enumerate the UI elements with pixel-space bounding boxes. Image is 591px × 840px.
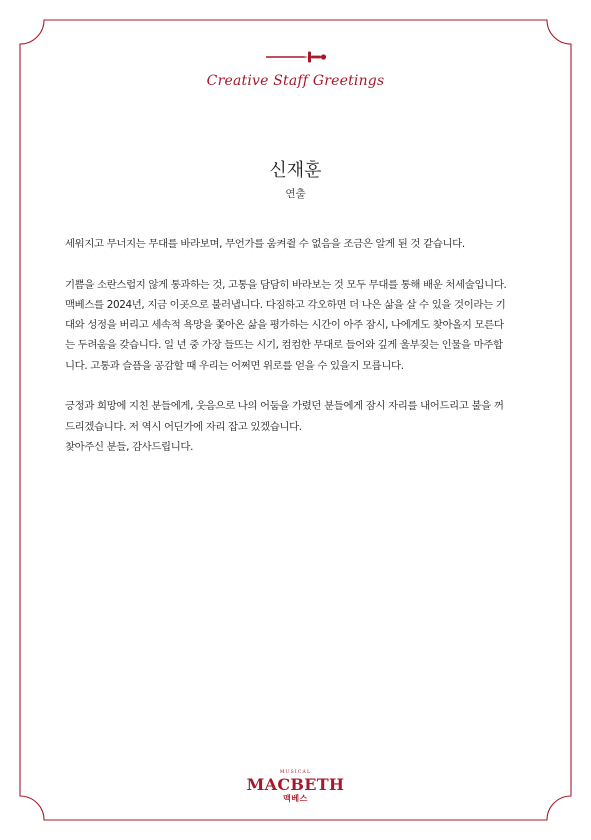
paragraph [65,275,527,376]
text-line: 드리겠습니다. 저 역시 어딘가에 자리 잡고 있겠습니다. [65,420,302,433]
text-line: 니다. 고통과 슬픔을 공감할 때 우리는 어쩌면 위로를 얻을 수 있을지 모릅니다. [65,359,404,372]
person-role: 연출 [285,188,306,200]
header [0,50,591,89]
greeting-body [65,234,527,478]
text-line: 긍정과 희망에 지친 분들에게, 웃음으로 나의 어둠을 가렸던 분들에게 잠시 자리를 내어드리고 불을 꺼 [65,400,504,413]
text-line: 맥베스를 2024년, 지금 이곳으로 불러냅니다. 다짐하고 각오하면 더 나은 삶을 살 수 있을 것이라는 기 [65,298,506,311]
person-block [0,160,591,201]
text-line: 기쁨을 소란스럽지 않게 통과하는 것, 고통을 담담히 바라보는 것 모두 무대를 통해 배운 처세술입니다. [65,278,507,291]
text-line: 세워지고 무너지는 무대를 바라보며, 무언가를 움켜쥘 수 없음을 조금은 알게 된 것 같습니다. [65,238,465,250]
text-line: 는 두려움을 갖습니다. 일 년 중 가장 들뜨는 시기, 컴컴한 무대로 들어와 깊게 울부짖는 인물을 마주합 [65,339,503,352]
logo-title-korean: 맥베스 [283,794,308,803]
page-title: Creative Staff Greetings [206,73,385,89]
logo-title: MACBETH [246,775,345,794]
logo-label-musical: MUSICAL [279,770,312,775]
person-name: 신재훈 [269,160,322,181]
paragraph [65,396,527,457]
text-line: 대와 성정을 버리고 세속적 욕망을 쫓아온 삶을 평가하는 시간이 아주 잠시, 나에게도 찾아올지 모른다 [65,319,504,332]
macbeth-logo [0,770,591,804]
paragraph [65,234,527,254]
sword-icon [264,50,328,64]
text-line: 찾아주신 분들, 감사드립니다. [65,440,194,453]
